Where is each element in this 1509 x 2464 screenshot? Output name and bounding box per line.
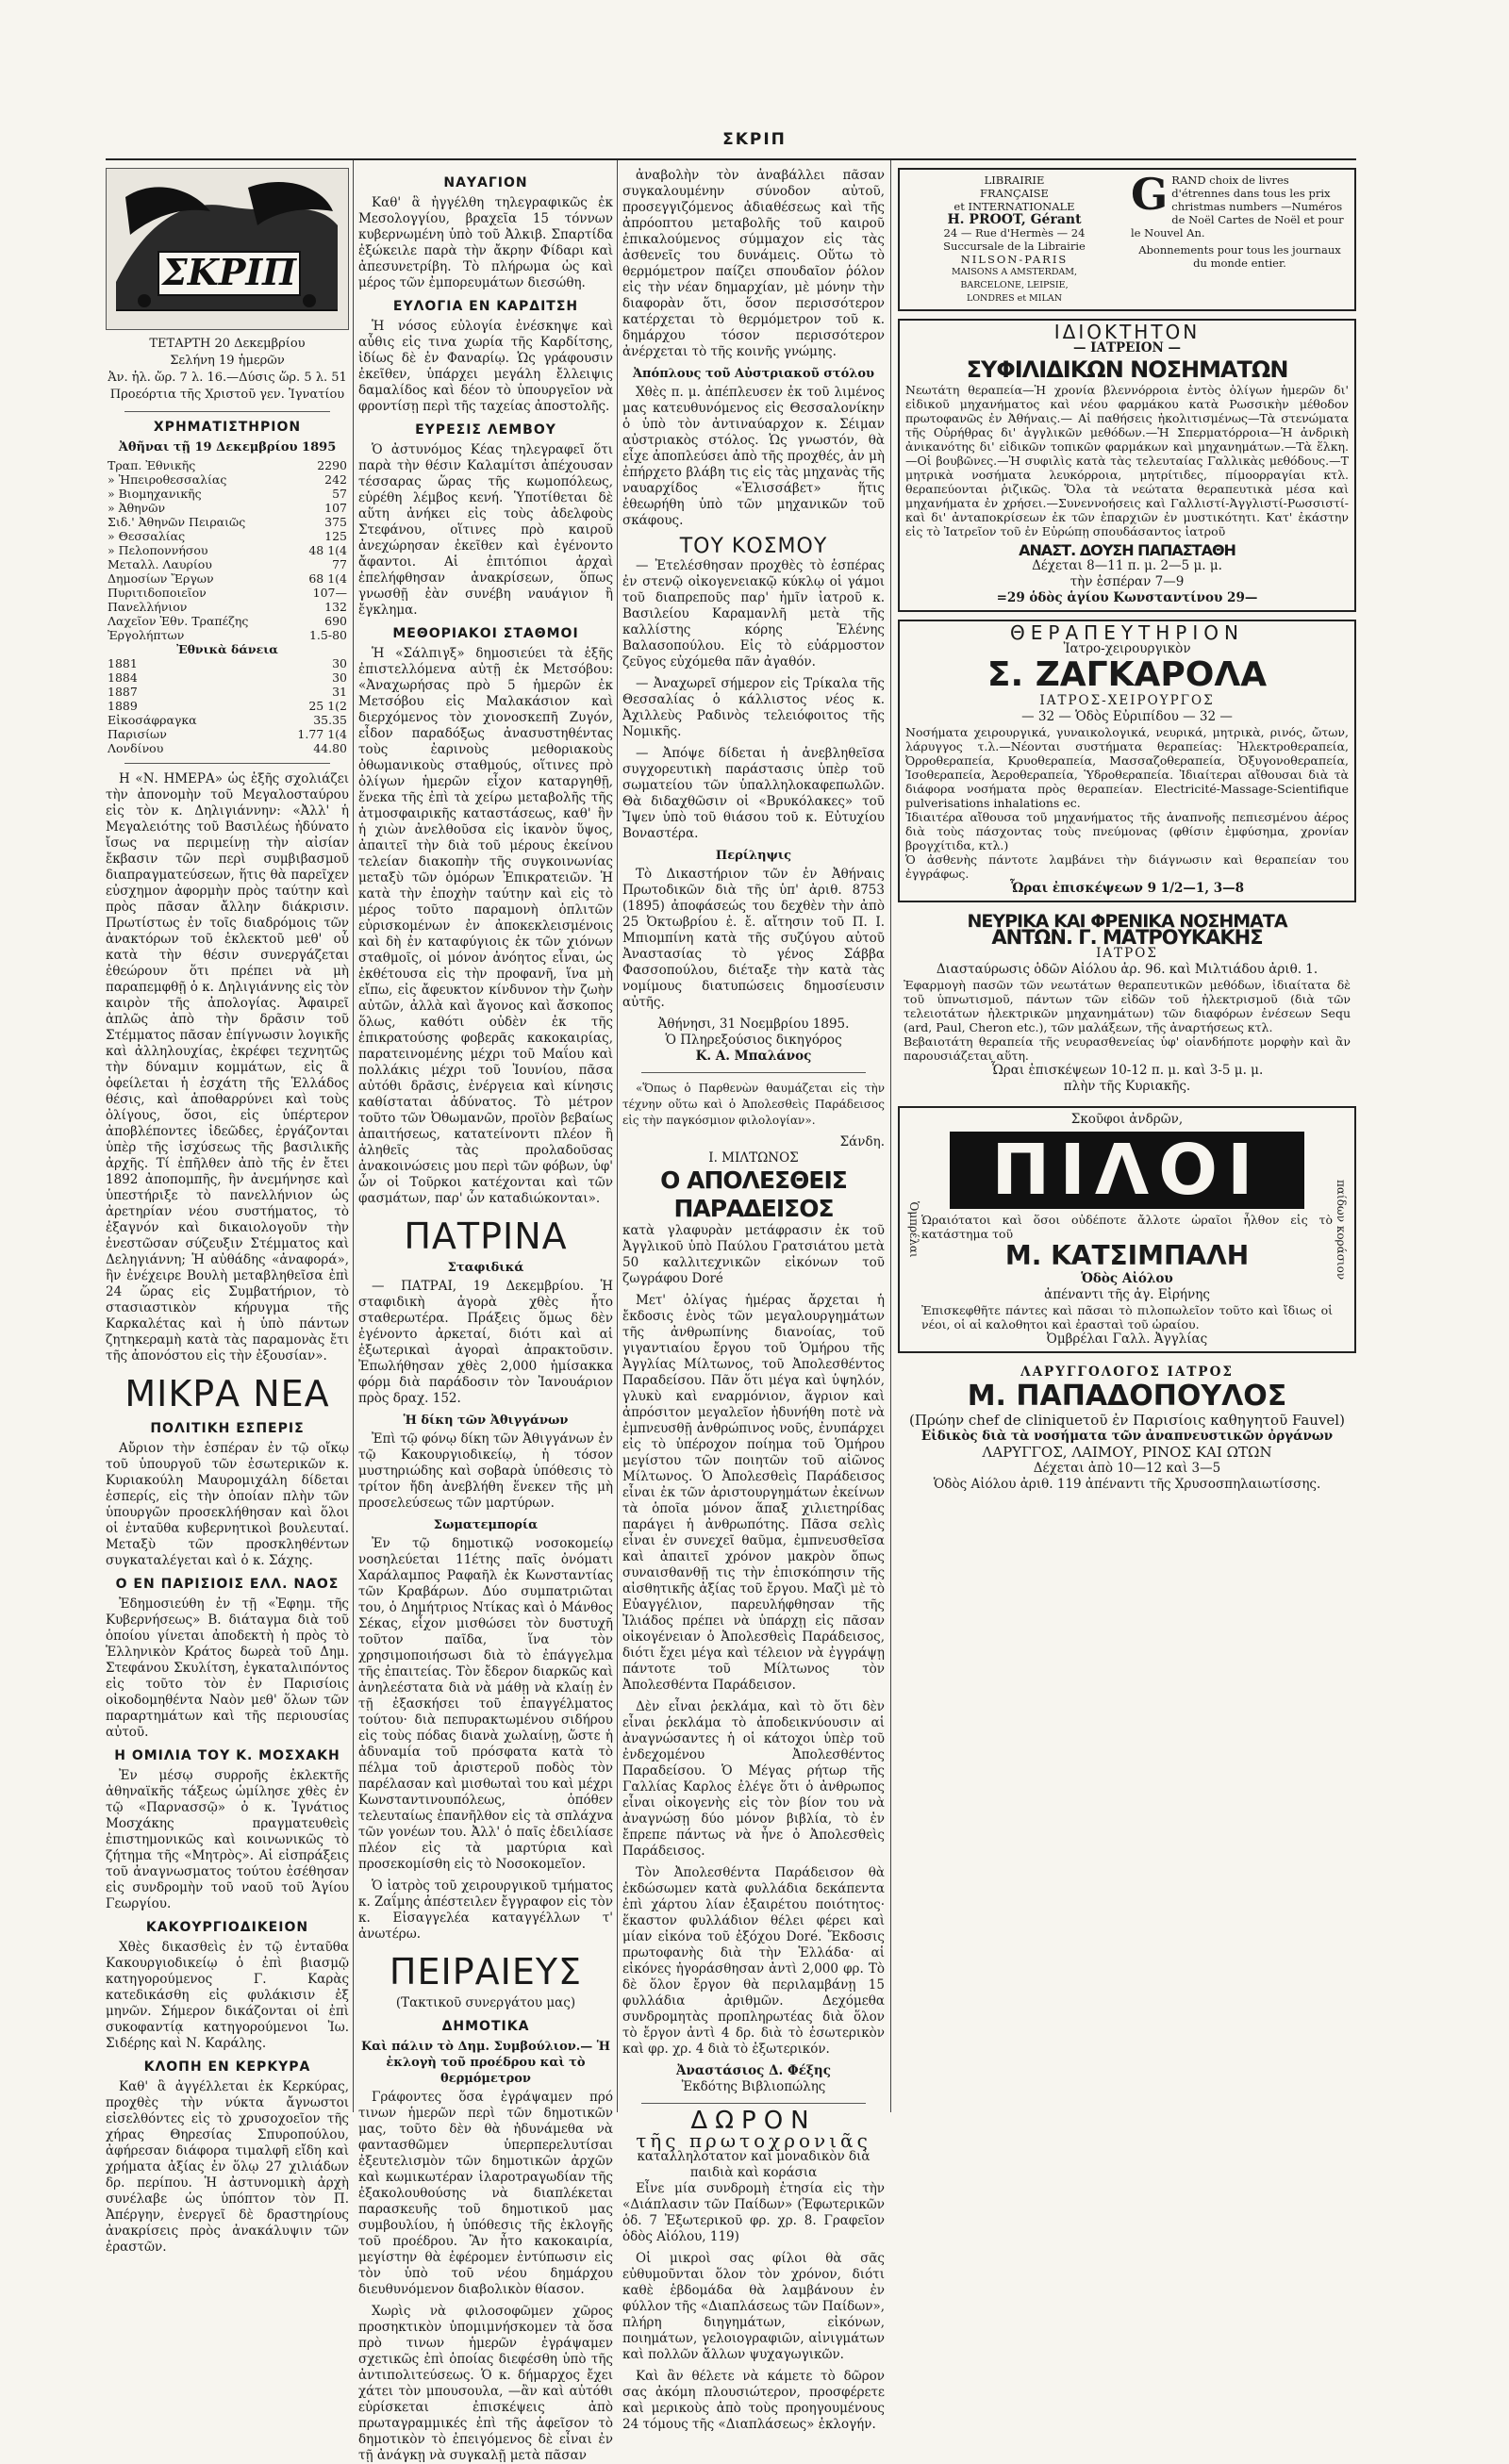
article-body: ἀναβολὴν τὸν ἀναβάλλει πᾶσαν συγκαλουμένην σύνοδον αὐτοῦ, προσεγγιζόμενος ἀδιαθέσεως καὶ τῆς ἀπρόοπτου μεταβολῆς τοῦ καιροῦ ἐπικαλούμενος σύμμαχον εἰς τὰς ἀσθενεῖς του δυνάμεις. Οὕτω τὸ θερμόμετρον παίζει σπουδαῖον ῥόλον εἰς τὴν νέαν δημαρχίαν, μὲ μόνην τὴν διαφορὰν ὅτι, ὅσον περισσότερον κατέρχεται τὸ θερμόμετρον τοῦ κ. δημάρχου τόσον περισσότερον ἀνέρχεται τὸ τῆς κοινῆς γνώμης.: [622, 168, 885, 359]
article-nea-imera: Η «Ν. ΗΜΕΡΑ» ὡς ἑξῆς σχολιάζει τὴν ἀπονομὴν τοῦ Μεγαλοσταύρου εἰς τὸν κ. Δηλιγιάννην: «Ἀλλ' ἡ Μεγαλειότης τοῦ Βασιλέως ἠδύνατο ἴσως να περιμείνῃ τὴν αἰσίαν ἔκβασιν τῶν περὶ συμβιβασμοῦ διαπραγματεύσεων, ἥτις θὰ παρεῖχεν εὐσχημον ἀφορμὴν πρὸς ταύτην καὶ πρὸς πᾶσαν ἄλλην διάκρισιν. Πρωτίστως ἐν τοῖς διαδρόμοις τῶν ἀνακτόρων τοῦ ἐκλεκτοῦ μεθ' οὗ κατὰ τὴν θέσιν συνεργάζεται ἐθεώρουν ὅτι πρέπει νὰ μὴ παραπεμφθῇ ὁ κ. Δηλιγιάννης εἰς τὸν καιρὸν τῆς ἀπολογίας. Ἀφαιρεῖ ἀπλῶς ἀπὸ τὴν δρᾶσιν τοῦ Στέμματος πᾶσαν ἐπίγνωσιν λογικῆς καὶ ἀλληλουχίας, ἐκρέφει τεχνητῶς τὴν δύναμιν κομμάτων, εἰς ἃ ὀφείλεται ἡ ἐσχάτη τῆς Ἑλλάδος θέσις, καὶ ἀποθαρρύνει καὶ τοὺς ὀλίγους, ὅσοι, εἰς ὑπέρτερον ἀποβλέποντες ἰδεῶδες, ἐργάζονται ὑπὲρ τῆς ἰσχύσεως τῆς βασιλικῆς ἀρχῆς. Τί ἐπῆλθεν ἀπὸ τῆς ἐν ἔτει 1892 ἀποπομπῆς, ἣν ἀνεμήνησε καὶ ὑπεστήριξε τὸ πανελλήνιον ὡς ἀρετηρίαν νέου συστήματος, τὸ ἐξαγνόν καὶ δικαιολογοῦν τὴν ἐνεστῶσαν σύζευξιν Στέμματος καὶ Δεληγιάννη; Ἡ αὐθάδης «ἀναφορά», ἣν ἐνέχειρε Βουλὴ μεταβληθεῖσα ἐπὶ 24 ὥρας εἰς Συμβατήριον, τὸ στασιαστικὸν κήρυγμα τῆς Καρκαλέτας καὶ ἡ ὑπὸ πάντων ζητηκεραμὴ κατὰ τὰς παραμονὰς ἔτι τῆς ἀπονόστου εἰς τὴν ἐξουσίαν».: [106, 771, 349, 1364]
ad-text: LONDRES et MILAN: [966, 293, 1063, 304]
loans-title: Ἐθνικὰ δάνεια: [176, 642, 278, 656]
ad-text: et INTERNATIONALE: [953, 200, 1075, 213]
headline: ΔΗΜΟΤΙΚΑ: [441, 2019, 530, 2034]
table-row: 1889 25 1(2: [108, 699, 347, 713]
ad-address: Διασταύρωσις ὁδῶν Αἰόλου ἀρ. 96. καὶ Μιλτιάδου ἀριθ. 1.: [936, 962, 1318, 977]
table-row: Λονδίνου 44.80: [108, 741, 347, 755]
article-body: Χθὲς δικασθεὶς ἐν τῷ ἐνταῦθα Κακουργιοδικείῳ ὁ ἐπὶ βιασμῷ κατηγορούμενος Γ. Καρὰς κατεδικάσθη εἰς φυλάκισιν ἐξ μηνῶν. Σήμερον δικάζονται οἱ ἐπὶ συκοφαντίᾳ κατηγορούμενοι Ἰω. Σιδέρης καὶ Ν. Καράλης.: [106, 1940, 349, 2051]
table-row: » Θεσσαλίας 125: [108, 529, 347, 543]
exchange-title: ΧΡΗΜΑΤΙΣΤΗΡΙΟΝ: [153, 420, 302, 435]
subhead: τῆς πρωτοχρονιᾶς: [636, 2129, 871, 2152]
table-row: Μεταλλ. Λαυρίου 77: [108, 557, 347, 571]
date-line-2: Σελήνη 19 ἡμερῶν: [170, 354, 285, 368]
article-body: Τὸν Ἀπολεσθέντα Παράδεισον θὰ ἐκδώσωμεν κατὰ φυλλάδια δεκάπεντα ἐπὶ χάρτου λίαν ἐξαιρέτου ποιότητος· ἕκαστον φυλλάδιον θέλει φέρει καὶ μίαν εἰκόνα τοῦ ἐξόχου Doré. Ἔκδοσις πρωτοφανὴς διὰ τὴν Ἑλλάδα· αἱ εἰκόνες ἠγοράσθησαν ἀντὶ 2,000 φρ. Τὸ δὲ ὅλον ἔργον θὰ περιλαμβάνῃ 15 φυλλάδια ἀριθμῶν. Δεχόμεθα συνδρομητὰς προπληρωτέας διὰ ὅλον τὸ ἔργον ἀντὶ 4 δρ. διὰ τὸ ἐσωτερικὸν καὶ φρ. χρ. 4 διὰ τὸ ἐξωτερικόν.: [622, 1865, 885, 2057]
table-row: Πανελλήνιον 132: [108, 600, 347, 614]
article-body: — Ἀναχωρεῖ σήμερον εἰς Τρίκαλα τῆς Θεσσαλίας ὁ κάλλιστος νέος κ. Ἀχιλλεὺς Ραδινὸς τελειόφοιτος τῆς Νομικῆς.: [622, 676, 885, 739]
ad-doctor-name: Μ. ΠΑΠΑΔΟΠΟΥΛΟΣ: [967, 1380, 1287, 1413]
table-row: Εἰκοσάφραγκα 35.35: [108, 713, 347, 727]
table-row: » Ἠπειροθεσσαλίας 242: [108, 472, 347, 487]
masthead-illustration: [107, 169, 348, 327]
ad-text: Succursale de la Librairie: [943, 240, 1086, 253]
section-title-peiraieus: ΠΕΙΡΑΙΕΥΣ: [389, 1951, 583, 1993]
ad-text: Βεβαιοτάτη θεραπεία τῆς νευρασθενείας ὑφ' οἱανδήποτε μορφὴν καὶ ἂν παρουσιάζεται αὕτη.: [904, 1034, 1351, 1063]
ad-text: Abonnements pour tous les journaux du monde entier.: [1138, 243, 1341, 270]
table-row: Λαχεῖον Ἐθν. Τραπέζης 690: [108, 614, 347, 628]
ad-shop-name: Μ. ΚΑΤΣΙΜΠΑΛΗ: [1004, 1240, 1250, 1271]
article-body: Χθὲς π. μ. ἀπέπλευσεν ἐκ τοῦ λιμένος μας κατευθυνόμενος εἰς Θεσσαλονίκην ὁ ὑπὸ τὸν ἀντιναύαρχον κ. Σέιμαν αὐστριακὸς στόλος. Ὡς γνωστόν, θὰ εἶχε ἀποπλεύσει ἀπὸ τῆς προχθές, ἀν μὴ ἐπήρχετο βλάβη τις εἰς τὰς μηχανὰς τῆς ναυαρχίδος «Ἐλισσάβετ» ἥτις ἐθεωρήθη ὑπὸ τῶν μηχανικῶν τοῦ σκάφους.: [622, 385, 885, 528]
article-body: Οἱ μικροὶ σας φίλοι θὰ σᾶς εὐθυμοῦνται ὅλον τὸν χρόνον, διότι καθὲ ἑβδομάδα θὰ λαμβάνουν ἐν φύλλον τῆς «Διαπλάσεως τῶν Παίδων», πλήρη διηγημάτων, εἰκόνων, ποιημάτων, γελοιογραφιῶν, αἰνιγμάτων καὶ πολλῶν ἄλλων ψυχαγωγικῶν.: [622, 2251, 885, 2362]
ad-heading: ΝΕΥΡΙΚΑ ΚΑΙ ΦΡΕΝΙΚΑ ΝΟΣΗΜΑΤΑ: [967, 911, 1287, 932]
table-row: » Βιομηχανικῆς 57: [108, 487, 347, 501]
column-3: [622, 168, 885, 2432]
ad-address: Ὁδὸς Αἰόλου: [1081, 1271, 1173, 1286]
ad-librairie: [898, 168, 1356, 311]
ad-heading: Ἰατρο-χειρουργικὸν: [1063, 641, 1191, 656]
ad-hours: τὴν ἑσπέραν 7—9: [1070, 574, 1185, 589]
column-rule: [353, 160, 354, 2112]
article-body: Γράφοντες ὅσα ἐγράψαμεν πρό τινων ἡμερῶν περὶ τῶν δημοτικῶν μας, τοῦτο δὲν θὰ ἠδυνάμεθα νὰ φαντασθῶμεν ὑπερπερελυτίσαι ἐξευτελισμὸν τῶν δημοτικῶν ἀρχῶν καὶ κωμικωτέραν ἱλαροτραγωδίαν τῆς ἐξακολουθούσης νὰ διαπλέκεται παρασκευῆς τοῦ δημοτικοῦ μας συμβουλίου, ἡ ὑπόθεσις τῆς ἐκλογῆς τοῦ προέδρου. Ἂν ἦτο κακοκαιρία, μεγίστην θὰ ἐφέρομεν ἐντύπωσιν εἰς τὸν ὑπὸ τοῦ νέου δημάρχου διευθυνόμενον διαβολικὸν θίασον.: [358, 2090, 613, 2297]
ad-role: ΙΑΤΡΟΣ: [1096, 946, 1158, 961]
ad-text: Ὁμπρέλαι: [907, 1201, 920, 1258]
newspaper-page: [106, 158, 1356, 2463]
exchange-table: [106, 458, 349, 755]
headline: Ο ΕΝ ΠΑΡΙΣΙΟΙΣ ΕΛΛ. ΝΑΟΣ: [115, 1577, 340, 1592]
ad-heading: ΠΙΛΟΙ: [950, 1132, 1304, 1209]
ad-address: ἀπέναντι τῆς ἁγ. Εἰρήνης: [1044, 1287, 1210, 1302]
book-title: Ο ΑΠΟΛΕΣΘΕΙΣ ΠΑΡΑΔΕΙΣΟΣ: [660, 1166, 847, 1222]
ad-text: LIBRAIRIE: [984, 174, 1045, 187]
ad-text: Ἰδιαιτέρα αἴθουσα τοῦ μηχανήματος τῆς ἀναπνοῆς πεπιεσμένου ἀέρος διὰ τοὺς πάσχοντας τοὺς πνεύμονας (φθίσιν ἐμφύσημα, χρονίαν βρογχίτιδα, κτλ.): [905, 810, 1349, 852]
ad-heading: — ΙΑΤΡΕΙΟΝ —: [1072, 340, 1182, 356]
masthead-title: ΣΚΡΙΠ: [161, 251, 297, 293]
section-title-doron: ΔΩΡΟΝ: [690, 2107, 817, 2135]
ad-therapeutirion: [898, 620, 1356, 902]
subhead: καταλληλότατον καὶ μοναδικὸν διὰ παιδιὰ καὶ κοράσια: [637, 2149, 871, 2180]
headline: ΕΥΡΕΣΙΣ ΛΕΜΒΟΥ: [415, 422, 556, 438]
ad-heading: ΛΑΡΥΓΓΟΛΟΓΟΣ ΙΑΤΡΟΣ: [1020, 1364, 1234, 1380]
notice-date: Ἀθήνησι, 31 Νοεμβρίου 1895.: [657, 1017, 850, 1032]
article-body: Τὸ Δικαστήριον τῶν ἐν Ἀθήναις Πρωτοδικῶν διὰ τῆς ὑπ' ἀριθ. 8753 (1895) ἀποφάσεώς του δεχθὲν τὴν ἀπὸ 25 Ὀκτωβρίου ἐ. ἔ. αἴτησιν τοῦ Π. Ι. Μπιομπίνη κατὰ τῆς συζύγου αὐτοῦ Ἀναστασίας τὸ γένος Σάββα Φασσοπούλου, διέταξε τὴν κατὰ τὰς νομίμους διατυπώσεις δημοσίευσιν αὐτῆς.: [622, 867, 885, 1010]
subhead: Καὶ πάλιν τὸ Δημ. Συμβούλιον.— Ἡ ἐκλογὴ τοῦ προέδρου καὶ τὸ θερμόμετρον: [360, 2040, 611, 2086]
column-ads: [898, 168, 1356, 2112]
ad-hours: πλὴν τῆς Κυριακῆς.: [1063, 1079, 1191, 1094]
headline: Η ΟΜΙΛΙΑ ΤΟΥ Κ. ΜΟΣΧΑΚΗ: [114, 1748, 340, 1763]
exchange-subtitle: Ἀθῆναι τῇ 19 Δεκεμβρίου 1895: [118, 440, 337, 455]
table-row: » Πελοποννήσου 48 1(4: [108, 543, 347, 557]
ad-text: Ἐφαρμογὴ πασῶν τῶν νεωτάτων θεραπευτικῶν μεθόδων, ἰδιαίτατα δὲ τοῦ ὑπνωτισμοῦ, πάντων τῶν εἰδῶν τοῦ ἠλεκτρισμοῦ (διὰ τῶν τελειοτάτων ἠλεκτρικῶν μηχανημάτων) τῶν διαφόρων ἐνέσεων Sequ (ard, Paul, Cheron etc.), τῶν μαλάξεων, τῆς ἀναρτήσεως κτλ.: [904, 978, 1351, 1034]
date-line-1: ΤΕΤΑΡΤΗ 20 Δεκεμβρίου: [149, 337, 306, 351]
article-body: — Ἀπόψε δίδεται ἡ ἀνεβληθεῖσα συγχορευτικὴ παράστασις ὑπὲρ τοῦ σωματείου τῶν ὑπαλληλοκαφεπωλῶν. Θὰ διδαχθῶσιν οἱ «Βρυκόλακες» τοῦ Ἴψεν ὑπὸ τοῦ θιάσου τοῦ κ. Εὐτυχίου Βοναστέρα.: [622, 746, 885, 841]
article-body: Ἐν τῷ δημοτικῷ νοσοκομείῳ νοσηλεύεται 11έτης παῖς ὀνόματι Χαράλαμπος Ραφαῆλ ἐκ Κωνσταντίας τῶν Κραβάρων. Δύο συμπατριῶται του, ὁ Δημήτριος Ντίκας καὶ ὁ Μάνθος Σέκας, εἶχον μισθώσει τὸν δυστυχῆ τοῦτον παῖδα, ἵνα τὸν χρησιμοποιήσωσι διὰ τὸ ἐπάγγελμα τῆς ἐπαιτείας. Τὸν ἔδερον διαρκῶς καὶ ἀνηλεέστατα διὰ νὰ μάθῃ νὰ κλαίῃ ἐν τῇ ἐξασκήσει τοῦ ἐπαγγέλματος τούτου· διὰ πεπυρακτωμένου σιδήρου εἰς τοὺς πόδας διανὰ χωλαίνῃ, ὥστε ἡ ἀδυναμία τοῦ πρόσφατα κατὰ τὸ πέλμα τοῦ ἀριστεροῦ ποδὸς τὸν παρέλασαν καὶ μισθωταὶ του καὶ μέχρι Κωνσταντινουπόλεως, ὁπόθεν τελευταίως ἐπανῆλθον εἰς τὰ σπλάχνα τῶν γονέων του. Ἀλλ' ὁ παῖς ἐδειλίασε πλέον εἰς τὰ μαρτύρια καὶ προσεκομίσθη εἰς τὸ Νοσοκομεῖον.: [358, 1536, 613, 1872]
ad-text: Σκοῦφοι ἀνδρῶν,: [1070, 1112, 1184, 1127]
ad-text: RAND choix de livres d'étrennes dans tous les prix christmas numbers —Numéros de Noël Cartes de Noël et pour le Nouvel An.: [1131, 174, 1344, 240]
ad-text: Ἐπισκεφθῆτε πάντες καὶ πᾶσαι τὸ πιλοπωλεῖον τοῦτο καὶ ἴδιως οἱ νέοι, οἱ αἱ καλοθητοι καὶ ἐρασταὶ τοῦ ὡραίου.: [921, 1303, 1333, 1331]
column-1: [106, 168, 349, 2255]
ad-text: NILSON-PARIS: [960, 253, 1069, 266]
article-body: Ἐπὶ τῷ φόνῳ δίκη τῶν Ἀθιγγάνων ἐν τῷ Κακουργιοδικείῳ, ἡ τόσον μυστηριώδης καὶ σοβαρὰ ὑπόθεσις τὸ τρίτον ἤδη ἀνεβλήθη ἕνεκεν τῆς μὴ προσελεύσεως τῶν μαρτύρων.: [358, 1431, 613, 1511]
headline: ΜΕΘΟΡΙΑΚΟΙ ΣΤΑΘΜΟΙ: [392, 626, 579, 641]
table-row: 1884 30: [108, 670, 347, 685]
ad-text: 24 — Rue d'Hermès — 24: [943, 226, 1086, 240]
section-title-patrina: ΠΑΤΡΙΝΑ: [404, 1215, 568, 1257]
book-author: Ι. ΜΙΛΤΩΝΟΣ: [708, 1150, 799, 1166]
ad-text: ΛΑΡΥΓΓΟΣ, ΛΑΙΜΟΥ, ΡΙΝΟΣ ΚΑΙ ΩΤΩΝ: [982, 1444, 1272, 1461]
publisher-name: Ἀναστάσιος Δ. Φέξης: [676, 2063, 831, 2078]
article-body: Καθ' ἃ ἠγγέλθη τηλεγραφικῶς ἐκ Μεσολογγίου, βραχεῖα 15 τόννων κυβερνωμένη ὑπὸ τοῦ Ἀλκιβ. Σπαρτίδα ἐξώκειλε παρὰ τὴν ἄκρην Φίδαρι καὶ ἀπεσυνετρίβη. Τὸ πλήρωμα ὡς καὶ μέρος τῶν ἐμπορευμάτων διεσώθη.: [358, 195, 613, 290]
ad-text: MAISONS A AMSTERDAM,: [951, 267, 1078, 277]
notice-signer-role: Ὁ Πληρεξούσιος δικηγόρος: [665, 1033, 842, 1048]
ad-syfilidikon: [898, 319, 1356, 612]
headline: ΠΟΛΙΤΙΚΗ ΕΣΠΕΡΙΣ: [150, 1421, 305, 1436]
ad-text: Νεωτάτη θεραπεία—Ἡ χρονία βλεννόρροια ἐντὸς ὀλίγων ἡμερῶν δι' εἰδικοῦ μηχανήματος καὶ νέου φαρμάκου κατὰ Ρωσσικὴν μέθοδον πρωτοφανῶς ἐν Ἀθήναις.— Αἱ παθήσεις ἠκολιτισμένως—Τὰ στενώματα τῆς Οὐρήθρας δι' ἀγγλικῶν μεθόδων.—Ἡ Σπερματόρροια—Ἡ ἀνδρικὴ ἀνικανότης δι' εἰδικῶν τοπικῶν φαρμάκων καὶ μηχανημάτων.—Τὰ ἕλκη.—Οἱ βουβῶνες.—Ἡ συφιλὶς κατὰ τὰς τελευταίας Γαλλικὰς μεθόδους.—Τ μητρικὰ νοσήματα λευκόρροια, μητρίτιδες, πίμοορραγίαι κτλ. θεραπεύονται ῥιζικῶς. Ὅλα τὰ νεώτατα θεραπευτικὰ μέσα καὶ μηχανήματα ἐν χρήσει.—Συνεννοήσεις καὶ Γαλλιστί-Ἀγγλιστί-Ρωσσιστί-καὶ δι' ἀνταποκρίσεων ἐκ τῶν ἐπαρχιῶν ἐν μυστικότητι. Κατ' ἐκάστην εἰς τὸ Ἰατρεῖον τοῦ ἐν Εὐρώπῃ σπουδάσαντος ἰατροῦ: [905, 383, 1349, 538]
ad-text: H. PROOT, Gérant: [947, 212, 1082, 227]
column-rule: [890, 160, 891, 2112]
section-title-kosmou: ΤΟΥ ΚΟΣΜΟΥ: [679, 535, 828, 558]
publisher-role: Ἐκδότης Βιβλιοπώλης: [681, 2079, 826, 2094]
book-subtitle: κατὰ γλαφυρὰν μετάφρασιν ἐκ τοῦ Ἀγγλικοῦ ὑπὸ Παύλου Γρατσιάτου μετὰ 50 καλλιτεχνικῶν εἰκόνων τοῦ ζωγράφου Doré: [622, 1223, 885, 1286]
ad-hours: Δέχεται 8—11 π. μ. 2—5 μ. μ.: [1032, 558, 1222, 573]
quote: «Ὅπως ὁ Παρθενὼν θαυμάζεται εἰς τὴν τέχνην οὕτω καὶ ὁ Ἀπολεσθεὶς Παράδεισος εἰς τὴν παγκόσμιον φιλολογίαν».: [622, 1082, 885, 1127]
article-body: Ὁ ἀστυνόμος Κέας τηλεγραφεῖ ὅτι παρὰ τὴν θέσιν Καλαμίτσι ἀπέχουσαν τέσσαρας ὥρας τῆς κωμοπόλεως, εὑρέθη λέμβος κενή. Ὑποτίθεται δὲ αὕτη ἀνήκει εἰς τοὺς ἀδελφοὺς Στεφάνου, οἵτινες πρὸ καιροῦ ἀνεχώρησαν ἐκεῖθεν καὶ ἐγένοντο ἄφαντοι. Αἱ ἐπιτόπιοι ἀρχαὶ ἐπελήφθησαν ἀνακρίσεων, ὅπως γνωσθῇ ἐὰν συνέβη ναυάγιον ἢ ἔγκλημα.: [358, 442, 613, 618]
ad-heading: ΘΕΡΑΠΕΥΤΗΡΙΟΝ: [1010, 621, 1244, 644]
date-line-3: Ἀν. ἡλ. ὥρ. 7 λ. 16.—Δύσις ὥρ. 5 λ. 51: [108, 371, 347, 385]
article-body: Καθ' ἃ ἀγγέλλεται ἐκ Κερκύρας, προχθὲς τὴν νύκτα ἄγνωστοι εἰσελθόντες εἰς τὸ χρυσοχοεῖον τῆς χήρας Θηρεσίας Σπυροπούλου, ἀφήρεσαν διάφορα τιμαλφῆ εἴδη καὶ χρήματα ἀξίας ἐν ὅλῳ 27 χιλιάδων δρ. περίπου. Ἡ ἀστυνομικὴ ἀρχὴ συνέλαβε ὡς ὑπόπτον τὸν Π. Ἀπέργην, ἐνεργεῖ δὲ δραστηρίους ἀνακρίσεις πρὸς ἀνακάλυψιν τῶν ἐραστῶν.: [106, 2079, 349, 2255]
ad-address: Ὁδὸς Αἰόλου ἀριθ. 119 ἀπέναντι τῆς Χρυσοσπηλαιωτίσσης.: [933, 1477, 1321, 1492]
subhead: Σταφιδικά: [447, 1261, 524, 1275]
ad-text: παίδων κοράσιον: [1335, 1179, 1348, 1281]
table-row: 1881 30: [108, 656, 347, 670]
article-body: Ἐδημοσιεύθη ἐν τῇ «Ἐφημ. τῆς Κυβερνήσεως» Β. διάταγμα διὰ τοῦ ὁποίου γίνεται ἀποδεκτὴ ἡ πρὸς τὸ Ἑλληνικὸν Κράτος δωρεὰ τοῦ Δημ. Στεφάνου Σκυλίτση, ἐγκαταλιπόντος εἰς τοῦτο τὸν ἐν Παρισίοις οἰκοδομηθέντα Ναὸν μεθ' ὅλων τῶν παραρτημάτων καὶ τῆς περιουσίας αὐτοῦ.: [106, 1596, 349, 1740]
ad-hours: Ὧραι ἐπισκέψεων 10-12 π. μ. καὶ 3-5 μ. μ.: [990, 1063, 1264, 1078]
notice-signer: Κ. Α. Μπαλάνος: [695, 1049, 812, 1064]
article-body: Ὁ ἰατρὸς τοῦ χειρουργικοῦ τμήματος κ. Ζαΐμης ἀπέστειλεν ἔγγραφον εἰς τὸν κ. Εἰσαγγελέα καταγγέλλων τ' ἀνωτέρω.: [358, 1878, 613, 1942]
ad-role: ΙΑΤΡΟΣ-ΧΕΙΡΟΥΡΓΟΣ: [1039, 693, 1215, 708]
table-row: 1887 31: [108, 685, 347, 699]
ad-text: Νοσήματα χειρουργικά, γυναικολογικά, νευρικά, μητρικὰ, ρινός, ὤτων, λάρυγγος τ.λ.—Νέονται συστήματα θεραπείας: Ἠλεκτροθεραπεία, Ὀρροθεραπεία, Κρυοθεραπεία, Μασσαζοθεραπεία, Ὀξυγονοθεραπεία, Ἰσοθεραπεία, Ἀεροθεραπεία, Ὑδροθεραπεία. Ἰδιαίτεραι αἴθουσαι διὰ τὰ διάφορα νοσήματα πρὸς θεραπείαν. Electricité-Massage-Scientifique pulverisations inhalations ec.: [905, 725, 1349, 810]
column-rule: [617, 160, 618, 2112]
ad-text: BARCELONE, LEIPSIE,: [960, 280, 1069, 290]
ad-text: Ὁ ἀσθενὴς πάντοτε λαμβάνει τὴν διάγνωσιν καὶ θεραπείαν του ἐγγράφως.: [905, 852, 1349, 881]
ad-text: (Πρώην chef de cliniqueτοῦ ἐν Παρισίοις καθηγητοῦ Fauvel): [909, 1412, 1345, 1429]
article-body: — ΠΑΤΡΑΙ, 19 Δεκεμβρίου. Ἡ σταφιδικὴ ἀγορὰ χθὲς ἦτο σταθερωτέρα. Πράξεις ὅμως δὲν ἐγένοντο ἀρκεταί, διότι καὶ αἱ ἐξωτερικαὶ ἀγοραὶ ἀπρακτοῦσιν. Ἐπωλήθησαν χθὲς 2,000 ἡμίσακκα φόρμ διὰ παράδοσιν τὸν Ἰανουάριον πρὸς δραχ. 152.: [358, 1279, 613, 1406]
article-body: Ἡ «Σάλπιγξ» δημοσιεύει τὰ ἑξῆς ἐπιστελλόμενα αὐτῇ ἐκ Μετσόβου: «Ἀναχωρήσας πρὸ 5 ἡμερῶν ἐκ Μετσόβου εἰς Μαλακάσιον καὶ διερχόμενος τὸν χιονοσκεπῆ Ζυγόν, εἶδον παραδόξως ἀνασυστηθέντας τοὺς ἐαρινοὺς μεθοριακοὺς ὀθωμανικοὺς σταθμούς, οἵτινες πρὸ ὀλίγων ἡμερῶν εἶχον καταργηθῇ, ἕνεκα τῆς ἐπὶ τὰ χείρω μεταβολῆς τῆς ἀτμοσφαιρικῆς καταστάσεως, καθ' ἣν ἡ χιὼν ἀνελθοῦσα εἰς ἱκανὸν ὕψος, ἀπαιτεῖ τὴν διὰ τοῦ μέρους ἐκείνου τελείαν διακοπὴν τῆς συγκοινωνίας μεταξὺ τῶν ὁμόρων Ἐπικρατειῶν. Ἡ κατὰ τὴν ἐποχὴν ταύτην καὶ εἰς τὸ μέρος τοῦτο παραμονὴ ὁπλιτῶν εὐρισκομένων ἐν ἀποκεκλεισμένοις καὶ δὴ ἐν καταφύγιοις ἐκ τῶν χιόνων σταθμοῖς, οἱ μόνον ἀνόητος εἶναι, ὡς ἐκθέτουσα εἰς τὴν προφανῆ, ἵνα μὴ εἴπω, εἰς ἄφευκτον κίνδυνον τὴν ζωὴν αὐτῶν, ἀλλὰ καὶ ἄγονος καὶ ἄσκοπος ὅλως, καθότι οὐδὲν ἐκ τῆς ἐπικρατούσης φοβερᾶς κακοκαιρίας, παρατεινομένης μέχρι τοῦ Μαΐου καὶ πολλάκις μέχρι τοῦ Ἰουνίου, πᾶσα αὐτόθι δρᾶσις, ἐνέργεια καὶ κίνησις καθίσταται ἀδύνατος. Τὸ μέτρον τοῦτο τῶν Ὀθωμανῶν, προϊὸν βεβαίως ἀπαιτήσεως, κατατείνοντι πλέον ἢ ἀληθεῖς τὰς προλαδοῦσας ἀνακοινώσεις μου περὶ τῶν φόβων, ὑφ' ὧν οἱ Τοῦρκοι κατέχονται καὶ τῶν φασμάτων, παρ' ὧν καταδιώκονται».: [358, 646, 613, 1206]
article-body: Δὲν εἶναι ῥεκλάμα, καὶ τὸ ὅτι δὲν εἶναι ῥεκλάμα τὸ ἀποδεικνύουσιν αἱ ἀναγνώσαντες ἡ οἱ κάτοχοι ὑπὲρ τοῦ ἐνδεχομένου Ἀπολεσθέντος Παραδείσου. Ὁ Μέγας ρήτωρ τῆς Γαλλίας Καρλος ἐλέγε ὅτι ὁ ἀνθρωπος εἶναι οἰκογενὴς εἰς τὸν βίον του νὰ ἀναγνώσῃ δύο μόνον βιβλία, τὸ ἐν ἔπρεπε πάντως νὰ ἦνε ὁ Ἀπολεσθεὶς Παράδεισος.: [622, 1699, 885, 1859]
column-2: [358, 168, 613, 2463]
article-body: Χωρὶς νὰ φιλοσοφῶμεν χῶρος προσηκτικὸν ὑπομιμνήσκομεν τὰ ὅσα πρὸ τινων ἡμερῶν ἐγράψαμεν σχετικῶς ἐπὶ ὁποίας διεφέσθη ὑπὸ τῆς ἀντιπολιτεύσεως. Ὁ κ. δήμαρχος ἔχει χάτει τὸν μπουσουλα, —ἂν καὶ αὐτόθι εὑρίσκεται ἐπισκέψεις ἀπὸ πρωταγραμμικές ἐπὶ τῆς ἀφεῖσον τὸ δημοτικὸν τὸ ἐπειγόμενος δὲ εἶναι ἐν τῇ ἀνάγκῃ νὰ συγκαλῇ μετὰ πᾶσαν: [358, 2304, 613, 2463]
subhead: Σωματεμπορία: [433, 1518, 539, 1532]
ad-text: Εἰδικὸς διὰ τὰ νοσήματα τῶν ἀναπνευστικῶν ὀργάνων: [920, 1429, 1334, 1444]
table-row: Ἐργολήπτων 1.5-80: [108, 628, 347, 642]
headline: ΚΑΚΟΥΡΓΙΟΔΙΚΕΙΟΝ: [145, 1920, 309, 1935]
ad-address: =29 ὁδὸς ἁγίου Κωνσταντίνου 29—: [996, 590, 1258, 605]
subhead: Ἡ δίκη τῶν Ἀθιγγάνων: [403, 1414, 569, 1428]
article-body: Καὶ ἂν θέλετε νὰ κάμετε τὸ δῶρον σας ἀκόμη πλουσιώτερον, προσφέρετε καὶ μερικοὺς ἀπὸ τοὺς προηγουμένους 24 τόμους τῆς «Διαπλάσεως» ἐκλογήν.: [622, 2369, 885, 2432]
table-row: Πυριτιδοποιεῖον 107—: [108, 586, 347, 600]
table-row: » Ἀθηνῶν 107: [108, 501, 347, 515]
ad-doctor-name: ΑΝΑΣΤ. ΔΟΥΣΗ ΠΑΠΑΣΤΑΘΗ: [1019, 541, 1235, 559]
table-row: Δημοσίων Ἔργων 68 1(4: [108, 571, 347, 586]
article-body: Ἐν μέσῳ συρροῆς ἐκλεκτῆς ἀθηναϊκῆς τάξεως ὡμίλησε χθὲς ἐν τῷ «Παρνασσῷ» ὁ κ. Ἰγνάτιος Μοσχάκης πραγματευθεὶς ἐπιστημονικῶς καὶ κοινωνικῶς τὸ ζήτημα τῆς «Μητρὸς». Αἱ εἰσπράξεις τοῦ ἀναγνωσματος τούτου ἐσέθησαν εἰς συνδρομὴν τοῦ ναοῦ τοῦ Ἁγίου Γεωργίου.: [106, 1768, 349, 1911]
drop-cap: G: [1131, 169, 1169, 220]
ad-laryggologos: [898, 1361, 1356, 1497]
ad-doctor-name: ΑΝΤΩΝ. Γ. ΜΑΤΡΟΥΚΑΚΗΣ: [991, 926, 1263, 949]
ad-doctor-name: Σ. ΖΑΓΚΑΡΟΛΑ: [987, 655, 1268, 694]
article-body: — Ἐτελέσθησαν προχθὲς τὸ ἑσπέρας ἐν στενῷ οἰκογενειακῷ κύκλῳ οἱ γάμοι τοῦ διαπρεποῦς παρ' ἡμῖν ἰατροῦ κ. Βασιλείου Καραμανλῆ μετὰ τῆς καλλίστης κόρης Ἑλένης Βαλασοπούλου. Εἰς τὸ εὐάρμοστον ζεῦγος εὐχόμεθα πᾶν ἀγαθόν.: [622, 558, 885, 670]
ad-address: — 32 — Ὁδὸς Εὐριπίδου — 32 —: [1021, 709, 1233, 724]
ad-text: Ὡραιότατοι καὶ ὅσοι οὐδέποτε ἄλλοτε ὡραῖοι ἦλθον εἰς τὸ κατάστημα τοῦ: [921, 1213, 1333, 1241]
ad-text: Ὀμβρέλαι Γαλλ. Ἀγγλίας: [1046, 1331, 1208, 1347]
ad-heading: ΙΔΙΟΚΤΗΤΟΝ: [1053, 321, 1201, 343]
ad-heading: ΣΥΦΙΛΙΔΙΚΩΝ ΝΟΣΗΜΑΤΩΝ: [966, 356, 1288, 383]
ad-piloi: [898, 1106, 1356, 1353]
table-row: Τραπ. Ἐθνικῆς 2290: [108, 458, 347, 472]
ad-neurika: [898, 910, 1356, 1099]
table-row: Σιδ.' Ἀθηνῶν Πειραιῶς 375: [108, 515, 347, 529]
running-head: ΣΚΡΙΠ: [722, 130, 787, 149]
quote-author: Σάνδη.: [839, 1134, 885, 1149]
headline: ΕΥΛΟΓΙΑ ΕΝ ΚΑΡΔΙΤΣΗ: [392, 299, 579, 314]
section-title-mikra-nea: ΜΙΚΡΑ ΝΕΑ: [124, 1373, 330, 1414]
article-body: Μετ' ὀλίγας ἡμέρας ἄρχεται ἡ ἔκδοσις ἑνὸς τῶν μεγαλουργημάτων τῆς ἀνθρωπίνης διανοίας, τοῦ γιγαντιαίου ἔργου τοῦ Ὁμήρου τῆς Ἀγγλίας Μίλτωνος, τοῦ Ἀπολεσθέντος Παραδείσου. Πᾶν ὅτι μέγα καὶ ὑψηλόν, γλυκὺ καὶ εναρμόνιον, ἅγριον καὶ ἀπρόσιτον μεγαλεῖον ἠδυνήθη ποτὲ νὰ ἐμπνευσθῇ ἀνθρώπινος νοῦς, ἐνυπάρχει εἰς τὸ ὑπέροχον ποίημα τοῦ Ὁμήρου μεγίστου τῶν ποιητῶν τοῦ αἰῶνος Μίλτωνος. Ὁ Ἀπολεσθεὶς Παράδεισος εἶναι ἐκ τῶν ἀριστουργημάτων ἐκείνων τὰ ὁποῖα μόνον ἅπαξ χιλιετηρίδας παράγει ἡ ἀνθρωπότης. Πᾶσα σελὶς εἶναι ἐν συνεχεῖ θαῦμα, ἐμπνευσθεῖσα καὶ ἀπαιτεῖ χρόνον μακρὸν ὅπως συναισθανθῇ τις τὴν ἐπισκόπησιν τῆς αἰσθητικῆς ἀξίας τοῦ ἔργου. Μαζὶ μὲ τὸ Εὐαγγέλιον, παρευλήφθησαν τῆς Ἰλιάδος πρέπει νὰ ὑπάρχῃ εἰς πᾶσαν οἰκογένειαν ὁ Ἀπολεσθεὶς Παράδεισος, διότι ἔχει μέγα καὶ τέλειον νὰ ἐγγράψῃ πάντοτε τοῦ Μίλτωνος τὸν Ἀπολεσθέντα Παράδεισον.: [622, 1293, 885, 1693]
ad-text: FRANÇAISE: [980, 187, 1049, 200]
article-body: Εἶνε μία συνδρομὴ ἐτησία εἰς τὴν «Διάπλασιν τῶν Παίδων» (Ἐφωτερικῶν ὁδ. 7 Ἐξωτερικοῦ φρ. χρ. 8. Γραφεῖον ὁδὸς Αἰόλου, 119): [622, 2181, 885, 2244]
ad-hours: Ὧραι ἐπισκέψεων 9 1/2—1, 3—8: [1009, 881, 1245, 896]
headline: ΝΑΥΑΓΙΟΝ: [443, 175, 528, 190]
headline: ΚΛΟΠΗ ΕΝ ΚΕΡΚΥΡΑ: [143, 2059, 311, 2075]
ad-hours: Δέχεται ἀπὸ 10—12 καὶ 3—5: [1033, 1461, 1221, 1476]
table-row: Παρισίων 1.77 1(4: [108, 727, 347, 741]
article-body: Αὔριον τὴν ἑσπέραν ἐν τῷ οἴκῳ τοῦ ὑπουργοῦ τῶν ἐσωτερικῶν κ. Κυριακούλη Μαυρομιχάλη δίδεται ἑσπερίς, εἰς τὴν ὁποίαν πλὴν τῶν ὑπουργῶν προσεκλήθησαν καὶ ὅλοι οἱ ἐνταῦθα κυβερνητικοὶ βουλευταί. Μεταξὺ τῶν προσκληθέντων συγκαταλέγεται καὶ ὁ κ. Σάχης.: [106, 1441, 349, 1568]
date-line-4: Προεόρτια τῆς Χριστοῦ γεν. Ἰγνατίου: [109, 388, 345, 402]
subhead: (Τακτικοῦ συνεργάτου μας): [395, 1995, 576, 2010]
subhead: Ἀπόπλους τοῦ Αὐστριακοῦ στόλου: [632, 367, 875, 381]
subhead: Περίληψις: [715, 849, 792, 863]
masthead-logo: [106, 168, 349, 330]
article-body: Ἡ νόσος εὐλογία ἐνέσκηψε καὶ αὖθις εἰς τινα χωρία τῆς Καρδίτσης, ἰδίως δὲ ἐν Φαναρίῳ. Ὡς γράφουσιν ἐκεῖθεν, ὑπάρχει μεγάλη ἔλλειψις δαμαλίδος καὶ δέον τὸ ὑπουργεῖον νὰ φροντίσῃ περὶ τῆς ταχείας ἀποστολῆς.: [358, 319, 613, 414]
